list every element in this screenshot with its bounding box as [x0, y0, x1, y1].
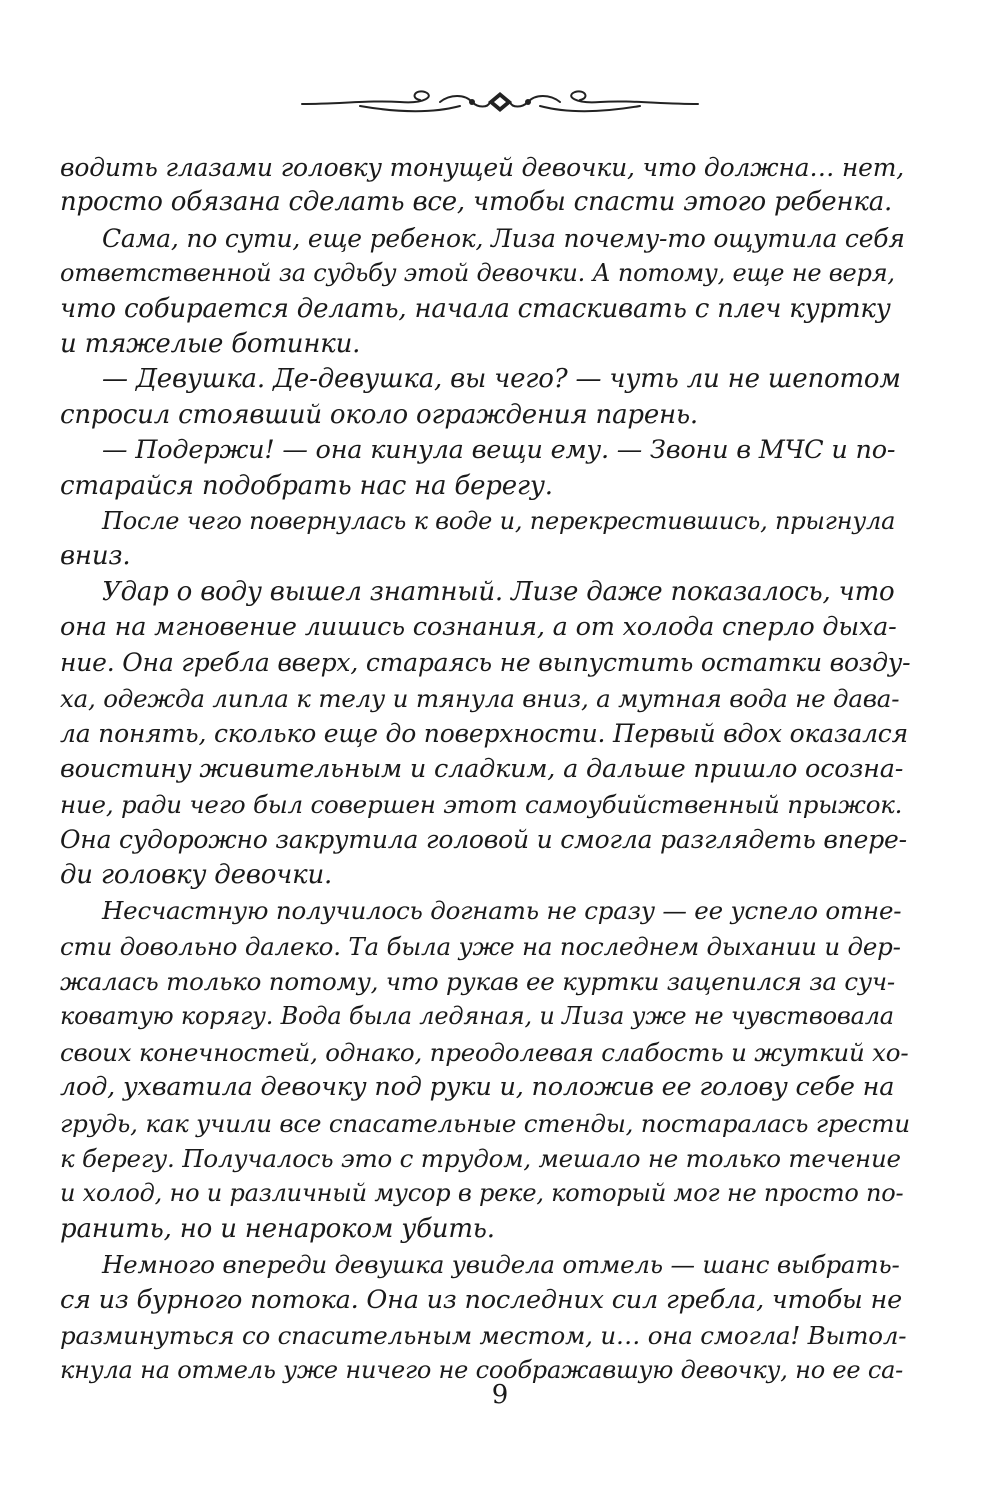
- page-number: 9: [491, 1380, 509, 1410]
- text-line: ние. Она гребла вверх, стараясь не выпустить остатки возду-: [60, 648, 910, 678]
- text-line: ранить, но и ненароком убить.: [60, 1213, 495, 1244]
- text-line: ся из бурного потока. Она из последних сил гребла, чтобы не: [60, 1284, 903, 1315]
- page-text: [60, 150, 910, 1389]
- text-line: кнула на отмель уже ничего не соображавшую девочку, но ее са-: [60, 1356, 904, 1385]
- text-line: вниз.: [60, 541, 131, 572]
- text-line: просто обязана сделать все, чтобы спасти этого ребенка.: [60, 187, 893, 218]
- text-line: жалась только потому, что рукав ее куртки зацепился за суч-: [60, 966, 896, 996]
- text-line: ла понять, сколько еще до поверхности. Первый вдох оказался: [60, 719, 908, 749]
- text-line: разминуться со спасительным местом, и… она смогла! Вытол-: [60, 1320, 907, 1350]
- text-line: она на мгновение лишись сознания, а от холода сперло дыха-: [60, 612, 897, 643]
- text-line: лод, ухватила девочку под руки и, положив ее голову себе на: [60, 1072, 895, 1103]
- text-line: грудь, как учили все спасательные стенды, постаралась грести: [60, 1108, 910, 1138]
- text-line: ди головку девочки.: [60, 859, 333, 890]
- text-line: и тяжелые ботинки.: [60, 328, 361, 359]
- text-line: Сама, по сути, еще ребенок, Лиза почему-то ощутила себя: [102, 223, 905, 253]
- text-line: сти довольно далеко. Та была уже на последнем дыхании и дер-: [60, 931, 901, 961]
- text-line: Несчастную получилось догнать не сразу — ее успело отне-: [102, 896, 902, 926]
- text-line: воистину живительным и сладким, а дальше пришло осозна-: [60, 753, 904, 784]
- text-line: коватую корягу. Вода была ледяная, и Лиза уже не чувствовала: [60, 1002, 894, 1031]
- text-line: ха, одежда липла к телу и тянула вниз, а мутная вода не дава-: [60, 683, 900, 713]
- text-line: Она судорожно закрутила головой и смогла разглядеть впере-: [60, 825, 907, 855]
- text-line: водить глазами головку тонущей девочки, что должна… нет,: [60, 153, 905, 182]
- text-line: Немного впереди девушка увидела отмель — шанс выбрать-: [102, 1250, 900, 1280]
- text-line: — Подержи! — она кинула вещи ему. — Звони в МЧС и по-: [102, 435, 896, 466]
- text-line: что собирается делать, начала стаскивать с плеч куртку: [60, 293, 891, 324]
- text-line: к берегу. Получалось это с трудом, мешало не только течение: [60, 1143, 901, 1173]
- text-line: ответственной за судьбу этой девочки. А потому, еще не веря,: [60, 259, 895, 288]
- text-line: и холод, но и различный мусор в реке, который мог не просто по-: [60, 1179, 904, 1208]
- text-line: своих конечностей, однако, преодолевая слабость и жуткий хо-: [60, 1037, 909, 1067]
- text-line: старайся подобрать нас на берегу.: [60, 470, 553, 501]
- text-line: ние, ради чего был совершен этот самоубийственный прыжок.: [60, 790, 903, 820]
- text-line: После чего повернулась к воде и, перекрестившись, прыгнула: [102, 506, 896, 535]
- vignette-flourish-icon: [300, 82, 700, 122]
- text-line: — Девушка. Де-девушка, вы чего? — чуть ли не шепотом: [102, 364, 901, 395]
- text-line: спросил стоявший около ограждения парень.: [60, 399, 698, 430]
- text-line: Удар о воду вышел знатный. Лизе даже показалось, что: [102, 576, 895, 607]
